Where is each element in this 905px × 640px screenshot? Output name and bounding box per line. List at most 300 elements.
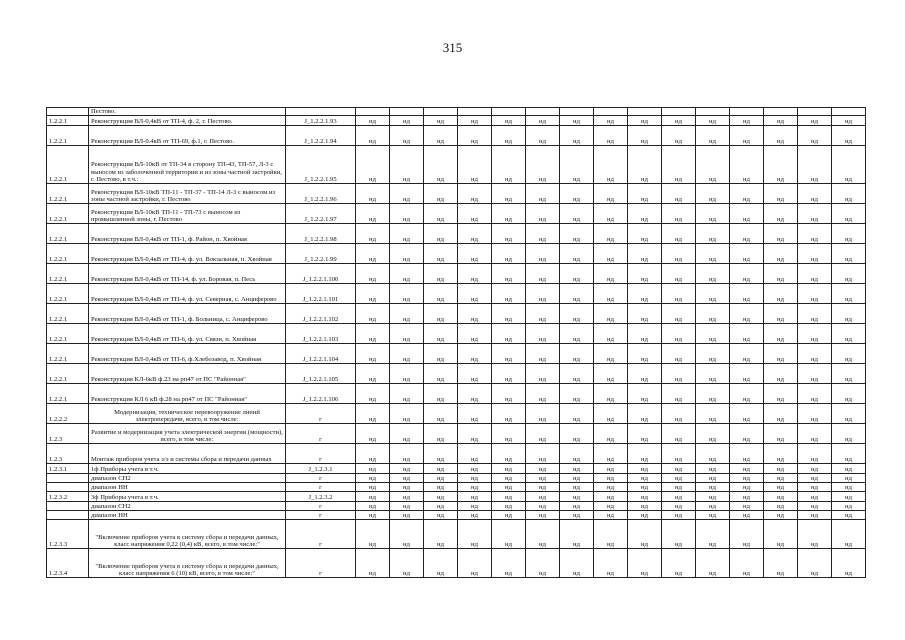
value-cell: нд	[424, 444, 458, 464]
value-cell: нд	[526, 404, 560, 424]
row-code: г	[286, 520, 356, 549]
value-cell: нд	[356, 184, 390, 204]
value-cell	[628, 108, 662, 116]
value-cell: нд	[492, 264, 526, 284]
value-cell: нд	[628, 126, 662, 146]
value-cell: нд	[526, 483, 560, 492]
row-description: Пестово.	[89, 108, 286, 116]
row-number	[47, 483, 89, 492]
value-cell: нд	[832, 424, 866, 444]
value-cell: нд	[356, 284, 390, 304]
value-cell: нд	[832, 244, 866, 264]
row-code: J_1.2.2.1.106	[286, 384, 356, 404]
value-cell: нд	[458, 404, 492, 424]
value-cell: нд	[764, 444, 798, 464]
table-row	[47, 304, 866, 324]
value-cell: нд	[832, 146, 866, 184]
row-number	[47, 108, 89, 116]
investment-table	[46, 107, 866, 578]
value-cell: нд	[628, 204, 662, 224]
value-cell: нд	[764, 464, 798, 474]
value-cell: нд	[594, 444, 628, 464]
value-cell: нд	[356, 146, 390, 184]
value-cell: нд	[424, 384, 458, 404]
value-cell: нд	[560, 224, 594, 244]
value-cell: нд	[594, 116, 628, 126]
row-description: Реконструкция ВЛ-0,4кВ от ТП-6, ф.Хлебозавод, п. Хвойная	[89, 344, 286, 364]
row-code: J_1.2.2.1.101	[286, 284, 356, 304]
value-cell: нд	[390, 184, 424, 204]
value-cell: нд	[662, 184, 696, 204]
value-cell	[560, 108, 594, 116]
value-cell: нд	[492, 204, 526, 224]
table-row	[47, 364, 866, 384]
value-cell: нд	[662, 304, 696, 324]
value-cell	[356, 108, 390, 116]
value-cell: нд	[424, 204, 458, 224]
value-cell: нд	[526, 244, 560, 264]
value-cell: нд	[764, 404, 798, 424]
value-cell: нд	[798, 520, 832, 549]
value-cell: нд	[526, 549, 560, 578]
value-cell: нд	[832, 324, 866, 344]
value-cell: нд	[424, 126, 458, 146]
value-cell: нд	[424, 520, 458, 549]
row-code: J_1.2.2.1.99	[286, 244, 356, 264]
value-cell: нд	[798, 284, 832, 304]
value-cell: нд	[458, 424, 492, 444]
value-cell: нд	[492, 464, 526, 474]
row-description: 1ф Приборы учета в т.ч.	[89, 464, 286, 474]
value-cell: нд	[662, 511, 696, 520]
value-cell: нд	[628, 224, 662, 244]
value-cell: нд	[594, 424, 628, 444]
table-row	[47, 204, 866, 224]
value-cell: нд	[730, 184, 764, 204]
table-row	[47, 344, 866, 364]
value-cell: нд	[798, 146, 832, 184]
value-cell: нд	[662, 404, 696, 424]
table-row	[47, 108, 866, 116]
value-cell: нд	[492, 344, 526, 364]
value-cell: нд	[458, 304, 492, 324]
value-cell: нд	[458, 511, 492, 520]
value-cell: нд	[628, 483, 662, 492]
value-cell: нд	[458, 483, 492, 492]
value-cell: нд	[662, 464, 696, 474]
value-cell: нд	[560, 116, 594, 126]
row-code: J_1.2.2.1.97	[286, 204, 356, 224]
value-cell: нд	[390, 126, 424, 146]
value-cell: нд	[730, 483, 764, 492]
value-cell	[832, 108, 866, 116]
value-cell: нд	[560, 483, 594, 492]
value-cell: нд	[458, 474, 492, 483]
value-cell: нд	[798, 204, 832, 224]
value-cell: нд	[424, 224, 458, 244]
value-cell: нд	[662, 224, 696, 244]
value-cell: нд	[492, 424, 526, 444]
value-cell: нд	[628, 184, 662, 204]
value-cell: нд	[492, 146, 526, 184]
value-cell: нд	[798, 492, 832, 502]
value-cell: нд	[764, 146, 798, 184]
value-cell: нд	[492, 404, 526, 424]
value-cell: нд	[594, 324, 628, 344]
value-cell: нд	[356, 324, 390, 344]
value-cell: нд	[662, 344, 696, 364]
value-cell: нд	[424, 364, 458, 384]
value-cell: нд	[526, 502, 560, 511]
value-cell: нд	[526, 116, 560, 126]
value-cell: нд	[628, 146, 662, 184]
value-cell: нд	[764, 520, 798, 549]
value-cell: нд	[526, 444, 560, 464]
value-cell: нд	[594, 511, 628, 520]
table-row	[47, 264, 866, 284]
value-cell: нд	[730, 424, 764, 444]
row-number: 1.2.3.2	[47, 492, 89, 502]
value-cell: нд	[390, 404, 424, 424]
row-code: г	[286, 549, 356, 578]
row-number: 1.2.3	[47, 424, 89, 444]
value-cell: нд	[594, 364, 628, 384]
value-cell: нд	[594, 204, 628, 224]
value-cell: нд	[662, 116, 696, 126]
value-cell: нд	[628, 404, 662, 424]
value-cell: нд	[628, 344, 662, 364]
value-cell: нд	[696, 492, 730, 502]
value-cell: нд	[628, 444, 662, 464]
value-cell: нд	[492, 364, 526, 384]
value-cell: нд	[390, 324, 424, 344]
value-cell: нд	[424, 344, 458, 364]
value-cell: нд	[424, 511, 458, 520]
value-cell: нд	[560, 344, 594, 364]
value-cell: нд	[594, 464, 628, 474]
value-cell: нд	[696, 502, 730, 511]
value-cell: нд	[798, 444, 832, 464]
row-description: Реконструкция ВЛ-10кВ от ТП-34 в сторону ТП-43, ТП-57, Л-3 с выносом из заболоченной территории и из зоны частной застройки, г. Пестово, в т.ч.:	[89, 146, 286, 184]
value-cell: нд	[730, 146, 764, 184]
value-cell: нд	[764, 511, 798, 520]
value-cell: нд	[696, 204, 730, 224]
value-cell: нд	[492, 116, 526, 126]
value-cell: нд	[662, 474, 696, 483]
value-cell: нд	[730, 549, 764, 578]
row-description: Реконструкция ВЛ-0,4кВ от ТП-1, ф. Больница, с. Анциферово	[89, 304, 286, 324]
value-cell: нд	[390, 204, 424, 224]
row-number: 1.2.2.1	[47, 224, 89, 244]
value-cell: нд	[390, 424, 424, 444]
value-cell: нд	[730, 244, 764, 264]
value-cell: нд	[458, 204, 492, 224]
row-description: диапазон НН	[89, 511, 286, 520]
page-number: 315	[442, 40, 463, 55]
value-cell: нд	[356, 204, 390, 224]
value-cell: нд	[390, 464, 424, 474]
value-cell: нд	[764, 116, 798, 126]
value-cell: нд	[696, 264, 730, 284]
value-cell: нд	[594, 404, 628, 424]
row-code: J_1.2.2.1.98	[286, 224, 356, 244]
value-cell: нд	[832, 549, 866, 578]
value-cell: нд	[560, 424, 594, 444]
value-cell: нд	[832, 384, 866, 404]
row-description: Монтаж приборов учета э/э и системы сбора и передачи данных	[89, 444, 286, 464]
table-row	[47, 444, 866, 464]
value-cell: нд	[662, 520, 696, 549]
row-code: г	[286, 483, 356, 492]
row-code: J_1.2.2.1.96	[286, 184, 356, 204]
value-cell: нд	[798, 549, 832, 578]
value-cell: нд	[628, 364, 662, 384]
value-cell: нд	[526, 126, 560, 146]
row-number: 1.2.2.1	[47, 244, 89, 264]
value-cell: нд	[696, 444, 730, 464]
value-cell: нд	[424, 304, 458, 324]
row-number: 1.2.2.1	[47, 364, 89, 384]
value-cell: нд	[764, 492, 798, 502]
value-cell: нд	[356, 483, 390, 492]
value-cell: нд	[764, 424, 798, 444]
value-cell: нд	[832, 520, 866, 549]
value-cell: нд	[492, 224, 526, 244]
value-cell: нд	[662, 244, 696, 264]
row-description: Реконструкция КЛ-6кВ ф.23 на рп47 от ПС "Районная"	[89, 364, 286, 384]
row-description: Реконструкция ВЛ-0,4кВ от ТП-6, ф. ул. Связи, п. Хвойная	[89, 324, 286, 344]
value-cell: нд	[424, 146, 458, 184]
row-number: 1.2.2.1	[47, 146, 89, 184]
value-cell: нд	[390, 444, 424, 464]
value-cell: нд	[662, 146, 696, 184]
value-cell: нд	[730, 444, 764, 464]
value-cell: нд	[492, 444, 526, 464]
value-cell: нд	[526, 324, 560, 344]
value-cell: нд	[594, 244, 628, 264]
table-row	[47, 126, 866, 146]
value-cell	[662, 108, 696, 116]
row-description: Реконструкция ВЛ-10кВ ТП-11 - ТП-73 с выносом из промышленной зоны, г. Пестово	[89, 204, 286, 224]
row-description: Реконструкция ВЛ-0,4кВ от ТП-1, ф. Район, п. Хвойная	[89, 224, 286, 244]
value-cell: нд	[628, 244, 662, 264]
value-cell: нд	[560, 264, 594, 284]
table-row	[47, 549, 866, 578]
value-cell: нд	[764, 204, 798, 224]
value-cell: нд	[526, 344, 560, 364]
value-cell: нд	[798, 511, 832, 520]
value-cell: нд	[628, 492, 662, 502]
value-cell: нд	[696, 344, 730, 364]
value-cell: нд	[560, 502, 594, 511]
value-cell: нд	[764, 284, 798, 304]
value-cell: нд	[662, 264, 696, 284]
value-cell: нд	[764, 244, 798, 264]
row-description: Реконструкция ВЛ-0,4кВ от ТП-4, ф. ул. Вокзальная, п. Хвойная	[89, 244, 286, 264]
table-row	[47, 424, 866, 444]
value-cell: нд	[832, 444, 866, 464]
value-cell: нд	[764, 264, 798, 284]
value-cell: нд	[764, 384, 798, 404]
value-cell: нд	[390, 511, 424, 520]
value-cell: нд	[390, 502, 424, 511]
value-cell: нд	[696, 184, 730, 204]
value-cell: нд	[662, 502, 696, 511]
value-cell: нд	[424, 492, 458, 502]
table-body	[47, 108, 866, 578]
value-cell: нд	[832, 502, 866, 511]
table-row	[47, 483, 866, 492]
value-cell: нд	[764, 474, 798, 483]
row-description: Реконструкция КЛ 6 кВ ф.28 на рп47 от ПС "Районная"	[89, 384, 286, 404]
value-cell: нд	[594, 284, 628, 304]
value-cell: нд	[390, 483, 424, 492]
value-cell	[798, 108, 832, 116]
value-cell: нд	[730, 284, 764, 304]
value-cell: нд	[730, 384, 764, 404]
row-code: г	[286, 404, 356, 424]
value-cell	[424, 108, 458, 116]
value-cell: нд	[424, 549, 458, 578]
value-cell: нд	[492, 502, 526, 511]
value-cell: нд	[560, 244, 594, 264]
value-cell: нд	[560, 126, 594, 146]
value-cell: нд	[458, 264, 492, 284]
table-row	[47, 404, 866, 424]
value-cell: нд	[390, 384, 424, 404]
value-cell: нд	[628, 304, 662, 324]
row-number	[47, 502, 89, 511]
value-cell: нд	[628, 116, 662, 126]
value-cell: нд	[458, 126, 492, 146]
row-number: 1.2.3.4	[47, 549, 89, 578]
value-cell: нд	[832, 464, 866, 474]
value-cell: нд	[594, 474, 628, 483]
value-cell: нд	[356, 344, 390, 364]
value-cell: нд	[424, 483, 458, 492]
value-cell: нд	[356, 126, 390, 146]
value-cell: нд	[526, 304, 560, 324]
value-cell: нд	[628, 464, 662, 474]
table-row	[47, 116, 866, 126]
value-cell: нд	[526, 224, 560, 244]
table-row	[47, 384, 866, 404]
value-cell: нд	[390, 284, 424, 304]
row-code: J_1.2.2.1.93	[286, 116, 356, 126]
value-cell: нд	[356, 474, 390, 483]
value-cell: нд	[526, 184, 560, 204]
value-cell: нд	[458, 224, 492, 244]
value-cell: нд	[492, 184, 526, 204]
row-number: 1.2.3	[47, 444, 89, 464]
table-row	[47, 324, 866, 344]
value-cell: нд	[798, 184, 832, 204]
row-number: 1.2.2.1	[47, 304, 89, 324]
row-code: г	[286, 474, 356, 483]
value-cell: нд	[492, 520, 526, 549]
value-cell: нд	[594, 146, 628, 184]
value-cell: нд	[560, 284, 594, 304]
value-cell: нд	[390, 474, 424, 483]
value-cell: нд	[662, 444, 696, 464]
value-cell: нд	[356, 549, 390, 578]
value-cell: нд	[594, 304, 628, 324]
value-cell: нд	[764, 184, 798, 204]
value-cell: нд	[390, 116, 424, 126]
value-cell: нд	[730, 264, 764, 284]
value-cell: нд	[730, 126, 764, 146]
value-cell: нд	[662, 384, 696, 404]
value-cell: нд	[560, 444, 594, 464]
table-row	[47, 502, 866, 511]
value-cell: нд	[798, 116, 832, 126]
value-cell: нд	[560, 324, 594, 344]
value-cell: нд	[424, 502, 458, 511]
value-cell: нд	[696, 384, 730, 404]
value-cell: нд	[356, 264, 390, 284]
value-cell: нд	[628, 284, 662, 304]
row-number: 1.2.3.3	[47, 520, 89, 549]
row-description: Реконструкция ВЛ-0,4кВ от ТП-14, ф. ул. Боровая, п. Песь	[89, 264, 286, 284]
row-number: 1.2.2.1	[47, 204, 89, 224]
value-cell: нд	[662, 364, 696, 384]
value-cell: нд	[764, 126, 798, 146]
row-code: J_1.2.2.1.104	[286, 344, 356, 364]
value-cell: нд	[798, 244, 832, 264]
value-cell: нд	[424, 284, 458, 304]
value-cell: нд	[764, 502, 798, 511]
value-cell: нд	[696, 116, 730, 126]
value-cell: нд	[458, 364, 492, 384]
value-cell: нд	[730, 116, 764, 126]
row-code: J_1.2.3.2	[286, 492, 356, 502]
value-cell: нд	[492, 304, 526, 324]
row-number	[47, 474, 89, 483]
value-cell: нд	[560, 404, 594, 424]
table-row	[47, 146, 866, 184]
value-cell: нд	[764, 344, 798, 364]
value-cell: нд	[492, 244, 526, 264]
value-cell	[526, 108, 560, 116]
value-cell: нд	[356, 511, 390, 520]
value-cell: нд	[560, 520, 594, 549]
value-cell: нд	[730, 464, 764, 474]
value-cell: нд	[424, 324, 458, 344]
value-cell: нд	[356, 404, 390, 424]
value-cell: нд	[526, 520, 560, 549]
value-cell: нд	[798, 464, 832, 474]
value-cell: нд	[696, 126, 730, 146]
value-cell: нд	[560, 464, 594, 474]
value-cell: нд	[356, 444, 390, 464]
value-cell: нд	[594, 126, 628, 146]
value-cell: нд	[356, 520, 390, 549]
value-cell: нд	[764, 549, 798, 578]
value-cell: нд	[832, 184, 866, 204]
row-description: диапазон СН2	[89, 474, 286, 483]
row-number: 1.2.2.2	[47, 404, 89, 424]
value-cell: нд	[356, 502, 390, 511]
value-cell: нд	[594, 520, 628, 549]
value-cell: нд	[696, 146, 730, 184]
value-cell: нд	[628, 424, 662, 444]
value-cell: нд	[798, 126, 832, 146]
value-cell: нд	[696, 404, 730, 424]
value-cell: нд	[390, 244, 424, 264]
value-cell: нд	[390, 224, 424, 244]
value-cell: нд	[458, 464, 492, 474]
value-cell: нд	[696, 324, 730, 344]
